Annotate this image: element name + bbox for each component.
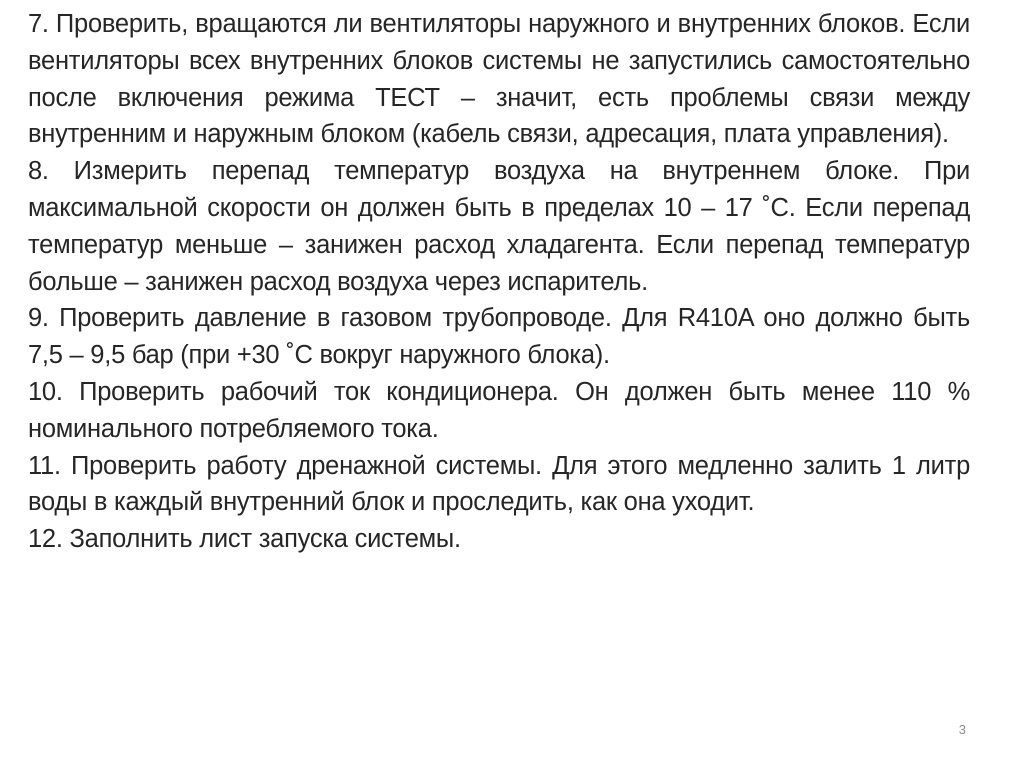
- instruction-item-7: 7. Проверить, вращаются ли вентиляторы наружного и внутренних блоков. Если вентиляторы всех внутренних блоков системы не запустились самостоятельно после включения режима ТЕСТ – значит, есть проблемы связи между внутренним и наружным блоком (кабель связи, адресация, плата управления).: [28, 10, 970, 149]
- page-number: 3: [958, 722, 966, 737]
- instruction-item-12: 12. Заполнить лист запуска системы.: [28, 525, 461, 554]
- instruction-item-8: 8. Измерить перепад температур воздуха на внутреннем блоке. При максимальной скорости он должен быть в пределах 10 – 17 ˚С. Если перепад температур меньше – занижен расход хладагента. Если перепад температур больше – занижен расход воздуха через испаритель.: [28, 157, 970, 296]
- instruction-item-9: 9. Проверить давление в газовом трубопроводе. Для R410A оно должно быть 7,5 – 9,5 бар (при +30 ˚С вокруг наружного блока).: [28, 304, 970, 370]
- instruction-item-10: 10. Проверить рабочий ток кондиционера. Он должен быть менее 110 % номинального потребляемого тока.: [28, 377, 970, 443]
- instruction-list: [28, 6, 970, 558]
- instruction-item-11: 11. Проверить работу дренажной системы. Для этого медленно залить 1 литр воды в каждый внутренний блок и проследить, как она уходит.: [28, 451, 970, 517]
